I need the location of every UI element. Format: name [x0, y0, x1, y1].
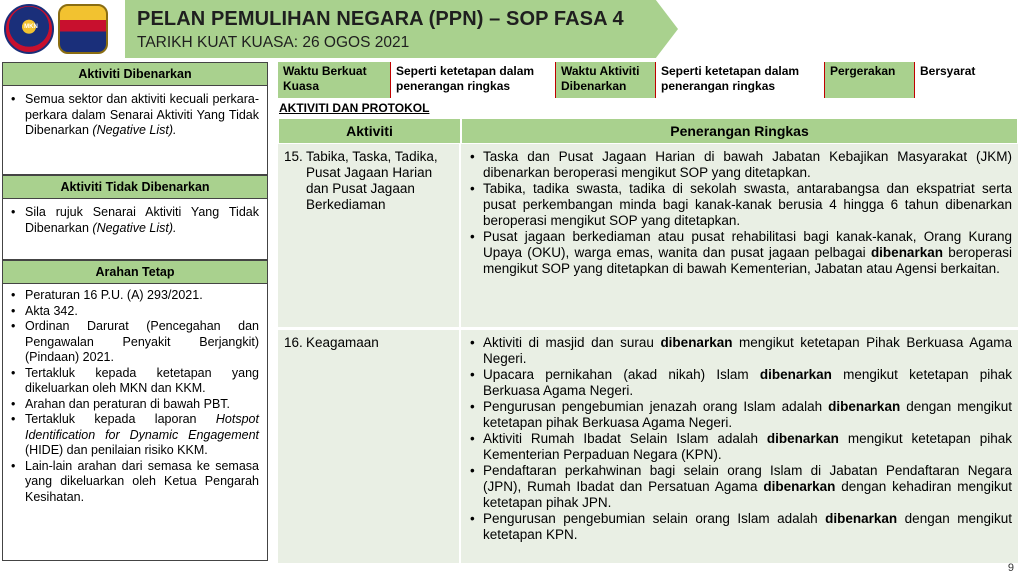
strip-activity-time-label: Waktu Aktiviti Dibenarkan — [556, 62, 656, 98]
description-item: • Pengurusan pengebumian selain orang Islam adalah dibenarkan dengan mengikut ketetapan KPN. — [469, 511, 1012, 543]
column-header-description: Penerangan Ringkas — [670, 123, 809, 139]
table-header — [278, 118, 1018, 144]
page-title: PELAN PEMULIHAN NEGARA (PPN) – SOP FASA 4 — [137, 8, 624, 30]
description-cell — [461, 144, 1018, 327]
row-number: 15. — [284, 149, 303, 164]
allowed-activities-item: • Semua sektor dan aktiviti kecuali perkara-perkara dalam Senarai Aktiviti Yang Tidak Dibenarkan (Negative List). — [11, 92, 259, 139]
mkn-logo-text: MKN — [24, 24, 38, 30]
activity-name: Tabika, Taska, Tadika, Pusat Jagaan Harian dan Pusat Jagaan Berkediaman — [306, 149, 438, 212]
strip-movement-label: Pergerakan — [825, 62, 915, 98]
description-item: • Pusat jagaan berkediaman atau pusat rehabilitasi bagi kanak-kanak, Orang Kurang Upaya (OKU), warga emas, wanita dan pusat jagaan pelbagai dibenarkan beroperasi mengikut SOP yang ditetapkan di bawah Kementerian, Jabatan atau Agensi berkaitan. — [469, 229, 1012, 277]
strip-effective-time-label: Waktu Berkuat Kuasa — [278, 62, 391, 98]
page-number: 9 — [1007, 562, 1014, 574]
row-number: 16. — [284, 335, 303, 350]
coat-of-arms-logo — [58, 4, 108, 54]
directive-item-hide: • Tertakluk kepada laporan Hotspot Identification for Dynamic Engagement (HIDE) dan penilaian risiko KKM. — [11, 412, 259, 459]
activity-name: Keagamaan — [306, 335, 379, 350]
strip-effective-time-value: Seperti ketetapan dalam penerangan ringkas — [391, 62, 556, 98]
description-item: • Upacara pernikahan (akad nikah) Islam dibenarkan mengikut ketetapan pihak Berkuasa Agama Negeri. — [469, 367, 1012, 399]
left-panel — [2, 62, 268, 561]
directive-item: • Peraturan 16 P.U. (A) 293/2021. — [11, 288, 259, 304]
table-row — [278, 330, 1018, 566]
directive-item: • Akta 342. — [11, 304, 259, 320]
activity-cell — [278, 144, 461, 327]
column-header-activity: Aktiviti — [279, 119, 462, 143]
description-item: • Pengurusan pengebumian jenazah orang Islam adalah dibenarkan dengan mengikut ketetapan pihak Berkuasa Agama Negeri. — [469, 399, 1012, 431]
description-item: • Aktiviti di masjid dan surau dibenarkan mengikut ketetapan Pihak Berkuasa Agama Negeri. — [469, 335, 1012, 367]
directive-item: • Lain-lain arahan dari semasa ke semasa yang dikeluarkan oleh Ketua Pengarah Kesihatan. — [11, 459, 259, 506]
not-allowed-activities-box — [2, 175, 268, 260]
table-row — [278, 144, 1018, 330]
mkn-logo — [4, 4, 54, 54]
info-strip — [278, 62, 1018, 98]
directive-item: • Arahan dan peraturan di bawah PBT. — [11, 397, 259, 413]
description-item: • Tabika, tadika swasta, tadika di sekolah swasta, antarabangsa dan ekspatriat serta pusat perkembangan minda bagi kanak-kanak berusia 4 hingga 6 tahun dibenarkan beroperasi mengikut SOP yang ditetapkan. — [469, 181, 1012, 229]
description-cell — [461, 330, 1018, 563]
not-allowed-activities-heading: Aktiviti Tidak Dibenarkan — [3, 175, 267, 199]
strip-movement-value: Bersyarat — [915, 62, 1018, 98]
activity-cell — [278, 330, 461, 563]
directive-item: • Ordinan Darurat (Pencegahan dan Pengawalan Penyakit Berjangkit) (Pindaan) 2021. — [11, 319, 259, 366]
page-subtitle: TARIKH KUAT KUASA: 26 OGOS 2021 — [137, 34, 410, 51]
not-allowed-activities-item: • Sila rujuk Senarai Aktiviti Yang Tidak Dibenarkan (Negative List). — [11, 205, 259, 236]
allowed-activities-box — [2, 62, 268, 175]
directives-box — [2, 260, 268, 561]
section-title: AKTIVITI DAN PROTOKOL — [279, 101, 430, 115]
strip-activity-time-value: Seperti ketetapan dalam penerangan ringkas — [656, 62, 825, 98]
description-item: • Aktiviti Rumah Ibadat Selain Islam adalah dibenarkan mengikut ketetapan pihak Kementerian Perpaduan Negara (KPN). — [469, 431, 1012, 463]
directives-heading: Arahan Tetap — [3, 260, 267, 284]
description-item: • Pendaftaran perkahwinan bagi selain orang Islam di Jabatan Pendaftaran Negara (JPN), Rumah Ibadat dan Persatuan Agama dibenarkan dengan kehadiran mengikut ketetapan pihak JPN. — [469, 463, 1012, 511]
allowed-activities-heading: Aktiviti Dibenarkan — [3, 63, 267, 86]
description-item: • Taska dan Pusat Jagaan Harian di bawah Jabatan Kebajikan Masyarakat (JKM) dibenarkan beroperasi mengikut SOP yang ditetapkan. — [469, 149, 1012, 181]
activities-table — [278, 118, 1018, 566]
directive-item: • Tertakluk kepada ketetapan yang dikeluarkan oleh MKN dan KKM. — [11, 366, 259, 397]
